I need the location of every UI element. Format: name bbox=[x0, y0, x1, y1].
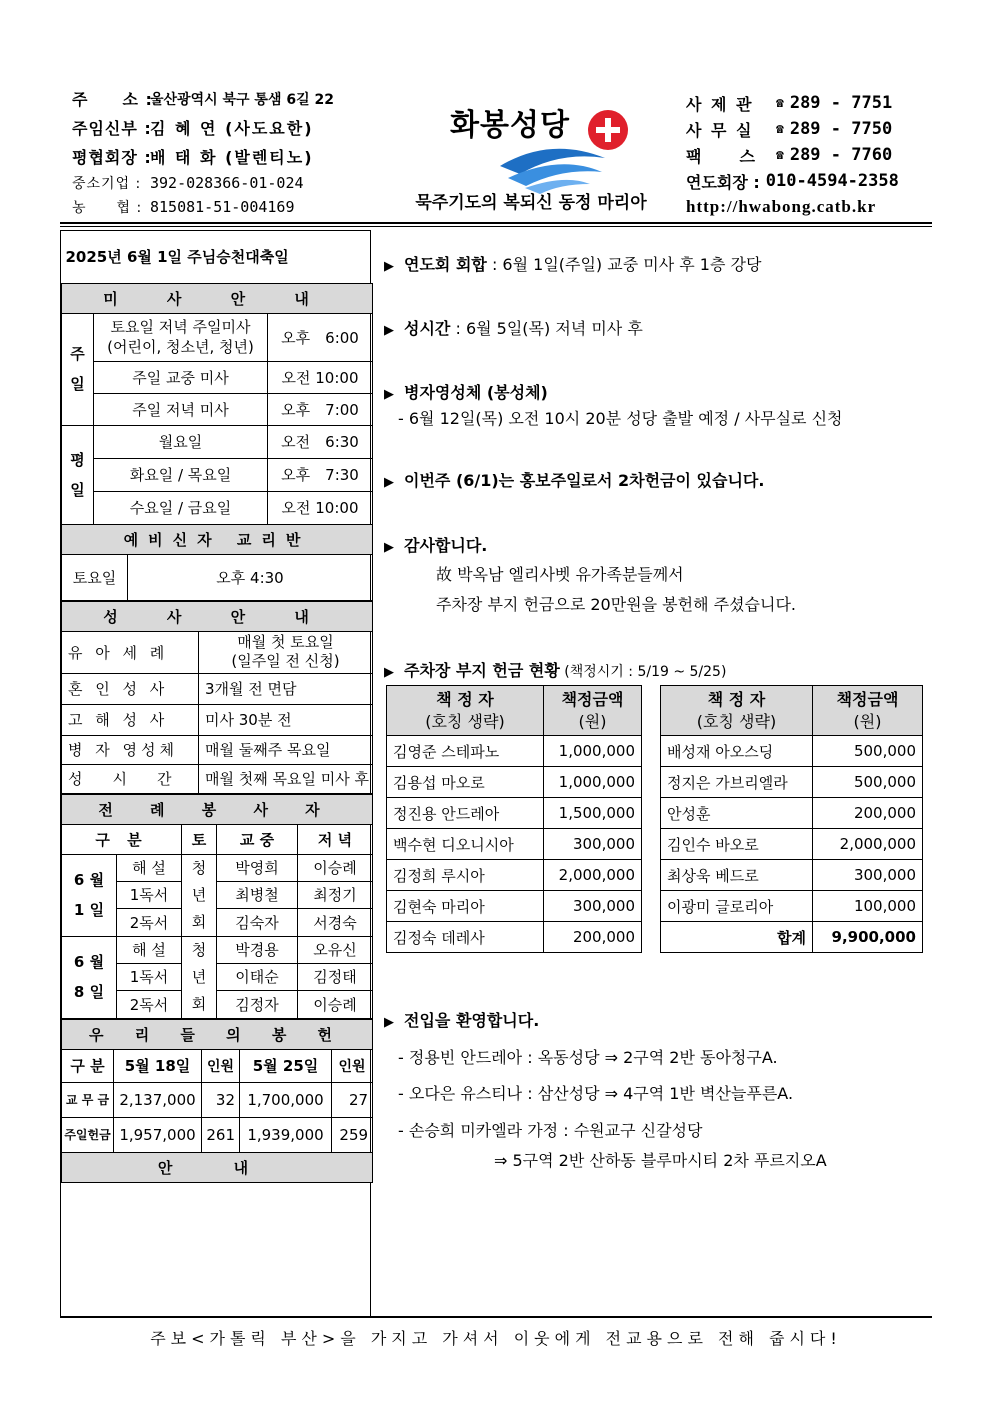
triangle-bullet-icon: ▶ bbox=[384, 323, 394, 338]
server-role: 2독서 bbox=[117, 991, 182, 1018]
sacrament-name: 유 아 세 례 bbox=[62, 631, 199, 673]
server-mid: 김정자 bbox=[217, 991, 298, 1018]
offering-count: 32 bbox=[202, 1082, 240, 1117]
notice-item bbox=[384, 316, 643, 339]
mass-time: 오후 7:00 bbox=[268, 393, 373, 425]
council: 배 태 화 (발렌티노) bbox=[150, 148, 314, 167]
server-eve: 이승례 bbox=[298, 991, 373, 1018]
notice-item bbox=[384, 1008, 539, 1031]
address-label: 주 소 : bbox=[72, 90, 153, 109]
sacrament-header: 성 사 안 내 bbox=[62, 601, 373, 631]
pledge-name: 김영준 스테파노 bbox=[387, 736, 544, 767]
server-eve: 김정태 bbox=[298, 963, 373, 990]
server-mid: 박경용 bbox=[217, 936, 298, 963]
pledge-amount: 300,000 bbox=[544, 891, 642, 922]
pledge-head-sub: (호칭 생략) bbox=[425, 711, 505, 731]
bank2-row bbox=[72, 195, 372, 219]
pledge-amount: 100,000 bbox=[813, 891, 923, 922]
pledge-total-label: 합계 bbox=[661, 922, 813, 953]
pledge-head-text: 책정금액 bbox=[836, 689, 899, 709]
servers-col: 교 중 bbox=[217, 824, 298, 854]
bank1-account: 392-028366-01-024 bbox=[150, 174, 304, 192]
welcome-line: - 오다은 유스티나 : 삼산성당 ⇒ 4구역 1반 벽산늘푸른A. bbox=[398, 1084, 794, 1103]
pledge-name: 김현숙 마리아 bbox=[387, 891, 544, 922]
footer-message: 주보<가톨릭 부산>을 가지고 가셔서 이웃에게 전교용으로 전해 줍시다! bbox=[60, 1316, 932, 1344]
pledge-head-amount bbox=[544, 686, 642, 736]
notice-item bbox=[384, 252, 761, 275]
pledge-amount: 2,000,000 bbox=[544, 860, 642, 891]
website-link[interactable]: http://hwabong.catb.kr bbox=[686, 197, 877, 216]
pledge-name: 최상욱 베드로 bbox=[661, 860, 813, 891]
notice-item bbox=[384, 468, 764, 491]
contact-label: 사 제 관 bbox=[686, 94, 754, 114]
notice-item bbox=[384, 658, 726, 681]
pledge-table-left bbox=[386, 685, 642, 953]
pledge-amount: 500,000 bbox=[813, 736, 923, 767]
sacrament-desc-line: (일주일 전 신청) bbox=[231, 652, 340, 670]
servers-col: 구 분 bbox=[62, 824, 182, 854]
pledge-name: 정진용 안드레아 bbox=[387, 798, 544, 829]
notice-title: 감사합니다. bbox=[404, 536, 488, 555]
servers-date bbox=[62, 936, 117, 1018]
mass-name: 월요일 bbox=[94, 425, 268, 458]
servers-date-month: 6 월 bbox=[73, 871, 105, 889]
notice-header: 안 내 bbox=[62, 1152, 373, 1182]
sacrament-name: 성 시 간 bbox=[62, 764, 199, 793]
contacts bbox=[686, 90, 936, 220]
pledge-head-sub: (호칭 생략) bbox=[696, 711, 777, 731]
notice-item bbox=[384, 380, 548, 403]
notice-title: 병자영성체 (봉성체) bbox=[404, 383, 548, 402]
offering-value: 1,957,000 bbox=[114, 1117, 202, 1152]
sat-mass-name: 토요일 저녁 주일미사 bbox=[110, 318, 251, 336]
header-divider bbox=[60, 222, 932, 224]
sacrament-desc: 3개월 전 면담 bbox=[199, 673, 373, 704]
pledge-head-text: 책 정 자 bbox=[707, 689, 766, 709]
server-eve: 오유신 bbox=[298, 936, 373, 963]
header-info bbox=[72, 84, 372, 219]
triangle-bullet-icon: ▶ bbox=[384, 259, 394, 274]
contact-number: 289 - 7751 bbox=[789, 93, 893, 113]
offering-count: 261 bbox=[202, 1117, 240, 1152]
sacrament-desc bbox=[199, 631, 373, 673]
mass-time: 오전 10:00 bbox=[268, 361, 373, 393]
server-group-char: 청 bbox=[191, 858, 207, 877]
server-eve: 이승례 bbox=[298, 854, 373, 881]
pledge-amount: 200,000 bbox=[544, 922, 642, 953]
notice-title: 전입을 환영합니다. bbox=[404, 1011, 540, 1030]
mass-header: 미 사 안 내 bbox=[62, 283, 373, 313]
welcome-line: ⇒ 5구역 2반 산하동 블루마시티 2차 푸르지오A bbox=[494, 1151, 827, 1170]
pledge-head-name bbox=[661, 686, 813, 736]
offering-col: 5월 25일 bbox=[240, 1049, 332, 1082]
server-role: 2독서 bbox=[117, 909, 182, 936]
offering-label: 주일헌금 bbox=[62, 1117, 114, 1152]
pledge-name: 김정숙 데레사 bbox=[387, 922, 544, 953]
pledge-head-name bbox=[387, 686, 544, 736]
pledge-amount: 1,500,000 bbox=[544, 798, 642, 829]
mass-time: 오후 6:00 bbox=[268, 313, 373, 361]
servers-table bbox=[61, 794, 373, 1019]
bank2-label: 농 협 : bbox=[72, 200, 143, 216]
pledge-name: 정지은 가브리엘라 bbox=[661, 767, 813, 798]
notice-text: : 6월 1일(주일) 교중 미사 후 1층 강당 bbox=[486, 255, 762, 274]
sacrament-table bbox=[61, 601, 373, 794]
offering-table bbox=[61, 1019, 373, 1183]
address: 울산광역시 북구 통샘 6길 22 bbox=[150, 91, 334, 108]
notice-title: 주차장 부지 헌금 현황 bbox=[404, 661, 560, 680]
server-mid: 이태순 bbox=[217, 963, 298, 990]
pledge-table-right bbox=[660, 685, 923, 953]
server-group-char: 청 bbox=[191, 940, 207, 959]
servers-header: 전 례 봉 사 자 bbox=[62, 794, 373, 824]
offering-col: 인원 bbox=[202, 1049, 240, 1082]
triangle-bullet-icon: ▶ bbox=[384, 475, 394, 490]
council-label: 평협회장 : bbox=[72, 148, 152, 167]
triangle-bullet-icon: ▶ bbox=[384, 1015, 394, 1030]
offering-label: 교 무 금 bbox=[62, 1082, 114, 1117]
server-group bbox=[182, 854, 217, 936]
offering-header: 우 리 들 의 봉 헌 bbox=[62, 1019, 373, 1049]
mass-name: 수요일 / 금요일 bbox=[94, 491, 268, 524]
contact-label: 사 무 실 bbox=[686, 120, 754, 140]
pledge-total: 9,900,000 bbox=[813, 922, 923, 953]
servers-date-month: 6 월 bbox=[73, 953, 105, 971]
notice-text: : 6월 5일(목) 저녁 미사 후 bbox=[450, 319, 643, 338]
thanks-line: 주차장 부지 헌금으로 20만원을 봉헌해 주셨습니다. bbox=[436, 595, 796, 614]
server-mid: 김숙자 bbox=[217, 909, 298, 936]
mass-name: 주일 저녁 미사 bbox=[94, 393, 268, 425]
contact-number: 289 - 7750 bbox=[789, 119, 893, 139]
sacrament-desc-line: 매월 첫 토요일 bbox=[237, 633, 334, 651]
mass-time: 오후 7:30 bbox=[268, 458, 373, 491]
servers-date-day: 1 일 bbox=[73, 901, 105, 919]
server-group-char: 년 bbox=[191, 967, 207, 986]
offering-count: 27 bbox=[332, 1082, 373, 1117]
server-role: 해 설 bbox=[117, 854, 182, 881]
triangle-bullet-icon: ▶ bbox=[384, 665, 394, 680]
pledge-name: 백수현 디오니시아 bbox=[387, 829, 544, 860]
server-group-char: 회 bbox=[191, 994, 207, 1013]
mass-schedule-table bbox=[61, 231, 373, 601]
pledge-head-amount bbox=[813, 686, 923, 736]
server-eve: 서경숙 bbox=[298, 909, 373, 936]
pledge-name: 김용섭 마오로 bbox=[387, 767, 544, 798]
sacrament-name: 고 해 성 사 bbox=[62, 704, 199, 735]
address-row bbox=[72, 84, 372, 113]
mass-time: 오전 6:30 bbox=[268, 425, 373, 458]
header-divider-thin bbox=[60, 226, 932, 227]
weekday-label: 평일 bbox=[62, 425, 94, 524]
offering-value: 1,939,000 bbox=[240, 1117, 332, 1152]
pledge-name: 이광미 글로리아 bbox=[661, 891, 813, 922]
notice-title: 성시간 bbox=[404, 319, 451, 338]
parish-name: 화봉성당 bbox=[450, 108, 570, 143]
pledge-amount: 300,000 bbox=[544, 829, 642, 860]
pledge-head-sub: (원) bbox=[853, 711, 882, 731]
pledge-amount: 300,000 bbox=[813, 860, 923, 891]
catechumen-time: 오후 4:30 bbox=[128, 554, 373, 600]
mass-name: 주일 교중 미사 bbox=[94, 361, 268, 393]
offering-col: 구 분 bbox=[62, 1049, 114, 1082]
server-group-char: 회 bbox=[191, 912, 207, 931]
pledge-name: 김정희 루시아 bbox=[387, 860, 544, 891]
pledge-head-text: 책 정 자 bbox=[436, 689, 494, 709]
contact-row bbox=[686, 116, 936, 142]
pledge-amount: 2,000,000 bbox=[813, 829, 923, 860]
sat-mass-note: (어린이, 청소년, 청년) bbox=[107, 338, 254, 356]
pledge-amount: 1,000,000 bbox=[544, 736, 642, 767]
offering-count: 259 bbox=[332, 1117, 373, 1152]
notice-title: 연도회 회합 bbox=[404, 255, 487, 274]
yeondo-label: 연도회장 : bbox=[686, 172, 760, 192]
pastor-row bbox=[72, 113, 372, 142]
triangle-bullet-icon: ▶ bbox=[384, 540, 394, 555]
servers-col: 저 녁 bbox=[298, 824, 373, 854]
servers-date bbox=[62, 854, 117, 936]
server-eve: 최정기 bbox=[298, 881, 373, 908]
mass-name: 화요일 / 목요일 bbox=[94, 458, 268, 491]
offering-col: 5월 18일 bbox=[114, 1049, 202, 1082]
bank2-account: 815081-51-004169 bbox=[150, 198, 295, 216]
server-group-char: 년 bbox=[191, 885, 207, 904]
sat-evening-mass bbox=[94, 313, 268, 361]
servers-col: 토 bbox=[182, 824, 217, 854]
pastor: 김 혜 연 (사도요한) bbox=[150, 119, 314, 138]
catechumen-header: 예비신자 교리반 bbox=[62, 524, 373, 554]
left-column bbox=[60, 230, 371, 1317]
yeondo-phone: 010-4594-2358 bbox=[765, 171, 899, 191]
pledge-head-sub: (원) bbox=[578, 711, 607, 731]
pledge-name: 안성훈 bbox=[661, 798, 813, 829]
server-role: 1독서 bbox=[117, 881, 182, 908]
council-row bbox=[72, 142, 372, 171]
server-role: 해 설 bbox=[117, 936, 182, 963]
bulletin-date: 2025년 6월 1일 주님승천대축일 bbox=[62, 231, 373, 283]
offering-value: 1,700,000 bbox=[240, 1082, 332, 1117]
servers-date-day: 8 일 bbox=[73, 983, 105, 1001]
phone-icon: ☎ bbox=[776, 95, 784, 111]
notice-title: 이번주 (6/1)는 홍보주일로서 2차헌금이 있습니다. bbox=[404, 471, 765, 490]
phone-icon: ☎ bbox=[776, 147, 784, 163]
server-group bbox=[182, 936, 217, 1018]
sick-communion-detail: - 6월 12일(목) 오전 10시 20분 성당 출발 예정 / 사무실로 신청 bbox=[398, 409, 843, 428]
offering-col: 인원 bbox=[332, 1049, 373, 1082]
server-mid: 최병철 bbox=[217, 881, 298, 908]
pledge-amount: 1,000,000 bbox=[544, 767, 642, 798]
bank1-row bbox=[72, 171, 372, 195]
sunday-label: 주일 bbox=[62, 313, 94, 425]
pledge-amount: 200,000 bbox=[813, 798, 923, 829]
contact-row bbox=[686, 142, 936, 168]
sacrament-desc: 미사 30분 전 bbox=[199, 704, 373, 735]
thanks-line: 故 박옥남 엘리사벳 유가족분들께서 bbox=[436, 565, 684, 584]
sacrament-desc: 매월 첫째 목요일 미사 후 bbox=[199, 764, 373, 793]
notice-item bbox=[384, 533, 487, 556]
catechumen-day: 토요일 bbox=[62, 554, 128, 600]
mass-time: 오전 10:00 bbox=[268, 491, 373, 524]
yeondo-row bbox=[686, 168, 936, 194]
contact-row bbox=[686, 90, 936, 116]
pledge-amount: 500,000 bbox=[813, 767, 923, 798]
bank1-label: 중소기업 : bbox=[72, 176, 142, 192]
notice-text: (책정시기 : 5/19 ~ 5/25) bbox=[559, 664, 727, 680]
phone-icon: ☎ bbox=[776, 121, 784, 137]
website-row bbox=[686, 194, 936, 220]
welcome-line: - 정용빈 안드레아 : 옥동성당 ⇒ 2구역 2반 동아청구A. bbox=[398, 1048, 778, 1067]
server-role: 1독서 bbox=[117, 963, 182, 990]
sacrament-name: 혼 인 성 사 bbox=[62, 673, 199, 704]
sacrament-desc: 매월 둘째주 목요일 bbox=[199, 735, 373, 764]
server-mid: 박영희 bbox=[217, 854, 298, 881]
pledge-name: 김인수 바오로 bbox=[661, 829, 813, 860]
triangle-bullet-icon: ▶ bbox=[384, 387, 394, 402]
contact-number: 289 - 7760 bbox=[789, 145, 893, 165]
pledge-head-text: 책정금액 bbox=[561, 689, 624, 709]
welcome-line: - 손승희 미카엘라 가정 : 수원교구 신갈성당 bbox=[398, 1121, 703, 1140]
pledge-name: 배성재 아오스딩 bbox=[661, 736, 813, 767]
sacrament-name: 병 자 영성체 bbox=[62, 735, 199, 764]
pastor-label: 주임신부 : bbox=[72, 119, 152, 138]
parish-motto: 묵주기도의 복되신 동정 마리아 bbox=[415, 193, 647, 213]
contact-label: 팩 스 bbox=[686, 146, 757, 166]
offering-value: 2,137,000 bbox=[114, 1082, 202, 1117]
